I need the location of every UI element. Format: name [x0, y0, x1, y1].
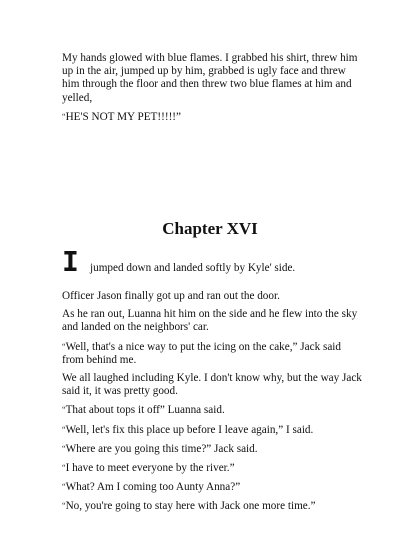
- opening-paragraph: My hands glowed with blue flames. I grabbed his shirt, threw him up in the air, jumped up by him, grabbed is ugly face and threw him through the floor and then threw two blue flames at him and yelled,: [62, 52, 358, 104]
- paragraph-text: Where are you going this time?” Jack said.: [65, 442, 258, 455]
- paragraph: [62, 423, 362, 437]
- paragraph-text: Well, that's a nice way to put the icing on the cake,” Jack said from behind me.: [62, 340, 341, 366]
- chapter-body: [62, 290, 362, 519]
- paragraph: [62, 480, 362, 494]
- quote-mark: “: [62, 405, 66, 415]
- paragraph-text: I have to meet everyone by the river.”: [65, 462, 235, 475]
- paragraph: [62, 499, 362, 513]
- chapter-title: Chapter XVI: [162, 219, 258, 238]
- quote-mark: “: [62, 463, 66, 473]
- paragraph: [62, 442, 362, 456]
- paragraph-text: As he ran out, Luanna hit him on the side and he flew into the sky and landed on the neighbors' car.: [62, 308, 358, 334]
- quote-mark: “: [62, 443, 66, 453]
- paragraph: [62, 403, 362, 417]
- paragraph-text: We all laughed including Kyle. I don't know why, but the way Jack said it, it was pretty good.: [62, 372, 362, 398]
- paragraph: [62, 461, 362, 475]
- quote-mark: “: [62, 482, 66, 492]
- paragraph: [62, 340, 362, 367]
- paragraph-text: No, you're going to stay here with Jack one more time.”: [65, 500, 316, 513]
- paragraph: [62, 308, 362, 334]
- paragraph-text: Well, let's fix this place up before I leave again,” I said.: [65, 423, 314, 436]
- yell-line: [62, 110, 362, 124]
- quote-mark: “: [62, 341, 66, 351]
- quote-mark: “: [62, 501, 66, 511]
- yell-text: HE'S NOT MY PET!!!!!”: [65, 110, 181, 123]
- first-line-text: jumped down and landed softly by Kyle' side.: [90, 262, 296, 274]
- opening-section: [62, 52, 362, 124]
- paragraph: [62, 290, 362, 303]
- quote-mark: “: [62, 111, 66, 121]
- quote-mark: “: [62, 424, 66, 434]
- paragraph-text: That about tops it off” Luanna said.: [65, 404, 225, 417]
- paragraph-text: What? Am I coming too Aunty Anna?”: [65, 481, 241, 494]
- first-line: [62, 245, 362, 278]
- paragraph-text: Officer Jason finally got up and ran out the door.: [62, 290, 280, 302]
- paragraph: [62, 372, 362, 398]
- drop-cap: I: [62, 245, 79, 278]
